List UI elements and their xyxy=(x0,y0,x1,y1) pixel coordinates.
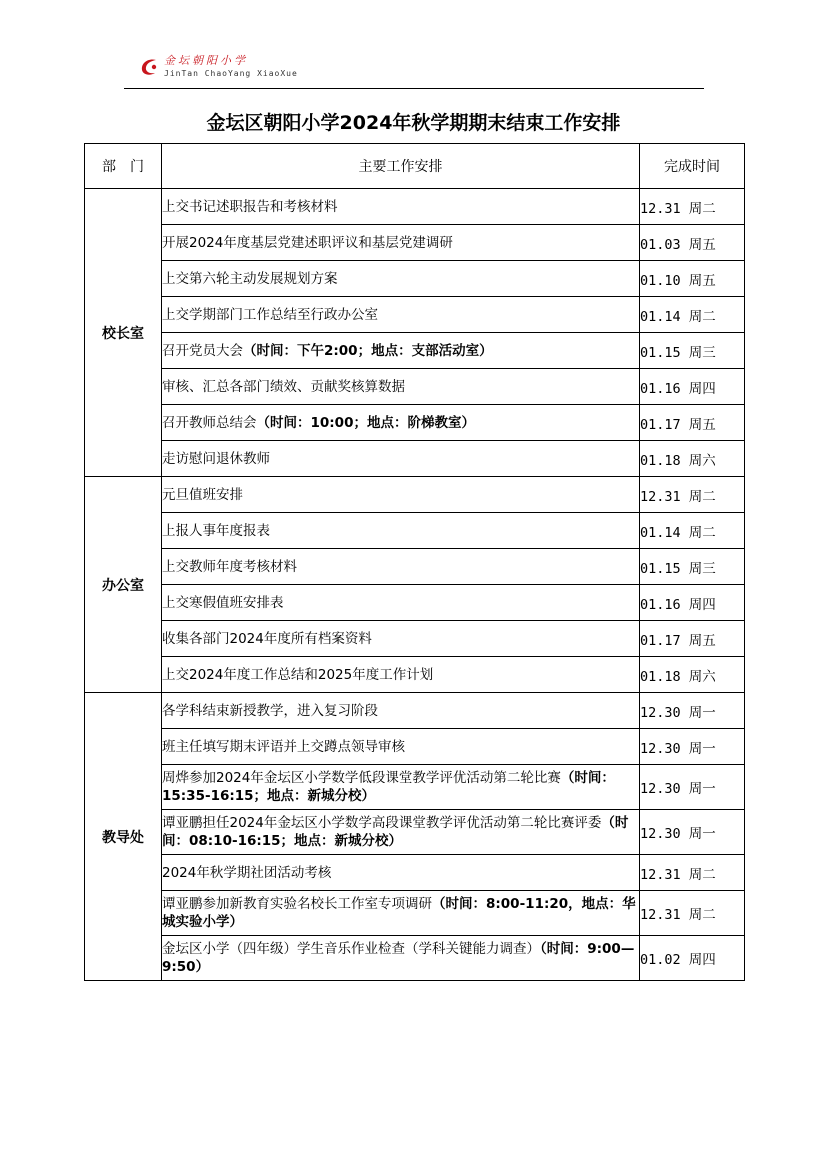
task-note: （时间：08:10-16:15；地点：新城分校） xyxy=(162,815,629,849)
task-cell: 金坛区小学（四年级）学生音乐作业检查（学科关键能力调查）（时间：9:00—9:50） xyxy=(162,936,640,981)
task-cell: 上交教师年度考核材料 xyxy=(162,549,640,585)
table-row xyxy=(85,855,745,891)
table-row xyxy=(85,765,745,810)
table-row xyxy=(85,657,745,693)
table-row xyxy=(85,225,745,261)
task-cell: 审核、汇总各部门绩效、贡献奖核算数据 xyxy=(162,369,640,405)
date-cell: 01.16 周四 xyxy=(640,369,745,405)
table-row xyxy=(85,261,745,297)
date-cell: 01.14 周二 xyxy=(640,513,745,549)
date-cell: 12.31 周二 xyxy=(640,477,745,513)
table-row xyxy=(85,513,745,549)
logo-english-text: JinTan ChaoYang XiaoXue xyxy=(164,69,298,78)
task-note: （时间：9:00—9:50） xyxy=(162,941,635,975)
date-cell: 01.15 周三 xyxy=(640,549,745,585)
task-cell: 周烨参加2024年金坛区小学数学低段课堂教学评优活动第二轮比赛（时间：15:35-16:15；地点：新城分校） xyxy=(162,765,640,810)
table-row xyxy=(85,729,745,765)
task-cell: 上交第六轮主动发展规划方案 xyxy=(162,261,640,297)
schedule-table xyxy=(84,143,745,981)
task-cell: 走访慰问退休教师 xyxy=(162,441,640,477)
date-cell: 12.30 周一 xyxy=(640,810,745,855)
logo-swoosh-icon xyxy=(138,56,160,78)
header-task: 主要工作安排 xyxy=(162,144,640,189)
table-row xyxy=(85,369,745,405)
table-row xyxy=(85,549,745,585)
date-cell: 01.18 周六 xyxy=(640,441,745,477)
header-divider xyxy=(124,88,704,89)
date-cell: 12.31 周二 xyxy=(640,189,745,225)
table-row xyxy=(85,585,745,621)
table-row xyxy=(85,405,745,441)
document-title: 金坛区朝阳小学2024年秋学期期末结束工作安排 xyxy=(206,112,621,134)
logo-chinese-text: 金坛朝阳小学 xyxy=(164,54,248,67)
table-row xyxy=(85,693,745,729)
table-row xyxy=(85,891,745,936)
date-cell: 01.17 周五 xyxy=(640,405,745,441)
task-cell: 上交寒假值班安排表 xyxy=(162,585,640,621)
task-note: （时间：8:00-11:20，地点：华城实验小学） xyxy=(162,896,636,930)
task-cell: 开展2024年度基层党建述职评议和基层党建调研 xyxy=(162,225,640,261)
table-row xyxy=(85,936,745,981)
task-cell: 元旦值班安排 xyxy=(162,477,640,513)
task-note: （时间：10:00；地点：阶梯教室） xyxy=(256,414,475,431)
task-cell: 谭亚鹏担任2024年金坛区小学数学高段课堂教学评优活动第二轮比赛评委（时间：08:10-16:15；地点：新城分校） xyxy=(162,810,640,855)
table-row xyxy=(85,810,745,855)
date-cell: 12.30 周一 xyxy=(640,729,745,765)
school-logo xyxy=(128,52,388,86)
dept-cell-principal-office: 校长室 xyxy=(85,189,162,477)
date-cell: 01.02 周四 xyxy=(640,936,745,981)
date-cell: 01.16 周四 xyxy=(640,585,745,621)
table-header-row xyxy=(85,144,745,189)
task-cell: 上交2024年度工作总结和2025年度工作计划 xyxy=(162,657,640,693)
dept-cell-general-office: 办公室 xyxy=(85,477,162,693)
task-cell: 收集各部门2024年度所有档案资料 xyxy=(162,621,640,657)
table-row xyxy=(85,297,745,333)
table-row xyxy=(85,441,745,477)
header-date: 完成时间 xyxy=(640,144,745,189)
date-cell: 12.31 周二 xyxy=(640,891,745,936)
task-note: （时间：15:35-16:15；地点：新城分校） xyxy=(162,770,615,804)
date-cell: 01.14 周二 xyxy=(640,297,745,333)
date-cell: 12.31 周二 xyxy=(640,855,745,891)
task-cell: 召开党员大会（时间：下午2:00；地点：支部活动室） xyxy=(162,333,640,369)
task-cell: 召开教师总结会（时间：10:00；地点：阶梯教室） xyxy=(162,405,640,441)
table-row xyxy=(85,333,745,369)
task-note: （时间：下午2:00；地点：支部活动室） xyxy=(243,342,493,359)
date-cell: 12.30 周一 xyxy=(640,693,745,729)
table-row xyxy=(85,189,745,225)
date-cell: 12.30 周一 xyxy=(640,765,745,810)
task-cell: 班主任填写期末评语并上交蹲点领导审核 xyxy=(162,729,640,765)
table-row xyxy=(85,621,745,657)
task-cell: 2024年秋学期社团活动考核 xyxy=(162,855,640,891)
date-cell: 01.03 周五 xyxy=(640,225,745,261)
table-row xyxy=(85,477,745,513)
task-cell: 上交书记述职报告和考核材料 xyxy=(162,189,640,225)
task-cell: 上报人事年度报表 xyxy=(162,513,640,549)
dept-cell-academic-affairs: 教导处 xyxy=(85,693,162,981)
header-dept: 部 门 xyxy=(85,144,162,189)
date-cell: 01.18 周六 xyxy=(640,657,745,693)
task-cell: 各学科结束新授教学，进入复习阶段 xyxy=(162,693,640,729)
date-cell: 01.15 周三 xyxy=(640,333,745,369)
date-cell: 01.17 周五 xyxy=(640,621,745,657)
task-cell: 谭亚鹏参加新教育实验名校长工作室专项调研（时间：8:00-11:20，地点：华城实验小学） xyxy=(162,891,640,936)
date-cell: 01.10 周五 xyxy=(640,261,745,297)
task-cell: 上交学期部门工作总结至行政办公室 xyxy=(162,297,640,333)
